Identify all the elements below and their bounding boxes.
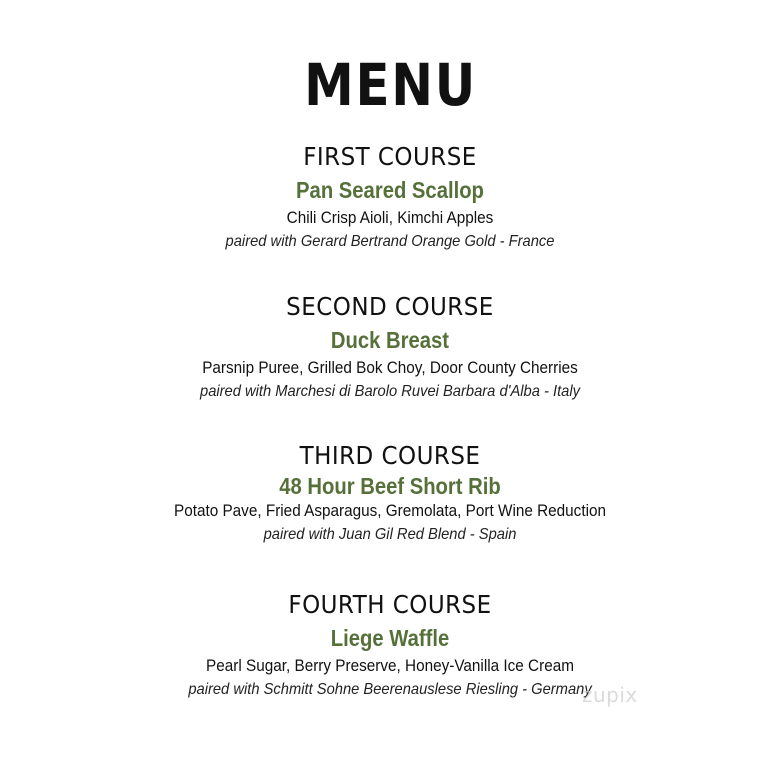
dish-description: Chili Crisp Aioli, Kimchi Apples — [286, 208, 494, 227]
menu-title: MENU — [304, 51, 477, 119]
wine-pairing: paired with Gerard Bertrand Orange Gold - France — [225, 233, 555, 250]
wine-pairing: paired with Juan Gil Red Blend - Spain — [263, 526, 517, 543]
watermark-logo: zupix — [582, 683, 638, 707]
wine-pairing: paired with Schmitt Sohne Beerenauslese Riesling - Germany — [188, 681, 592, 698]
course-third — [0, 441, 780, 546]
course-fourth — [0, 590, 780, 701]
course-heading: THIRD COURSE — [299, 441, 481, 470]
wine-pairing: paired with Marchesi di Barolo Ruvei Barbara d'Alba - Italy — [200, 383, 580, 400]
dish-name: Liege Waffle — [330, 625, 450, 651]
course-first — [0, 142, 780, 253]
dish-description: Potato Pave, Fried Asparagus, Gremolata, Port Wine Reduction — [173, 501, 607, 520]
dish-name: Pan Seared Scallop — [296, 177, 484, 203]
dish-description: Parsnip Puree, Grilled Bok Choy, Door County Cherries — [202, 358, 578, 377]
course-heading: FIRST COURSE — [303, 142, 477, 171]
dish-name: Duck Breast — [330, 327, 450, 353]
course-heading: SECOND COURSE — [286, 292, 494, 321]
course-heading: FOURTH COURSE — [288, 590, 492, 619]
course-second — [0, 292, 780, 403]
dish-name: 48 Hour Beef Short Rib — [279, 473, 501, 499]
dish-description: Pearl Sugar, Berry Preserve, Honey-Vanilla Ice Cream — [206, 656, 574, 675]
